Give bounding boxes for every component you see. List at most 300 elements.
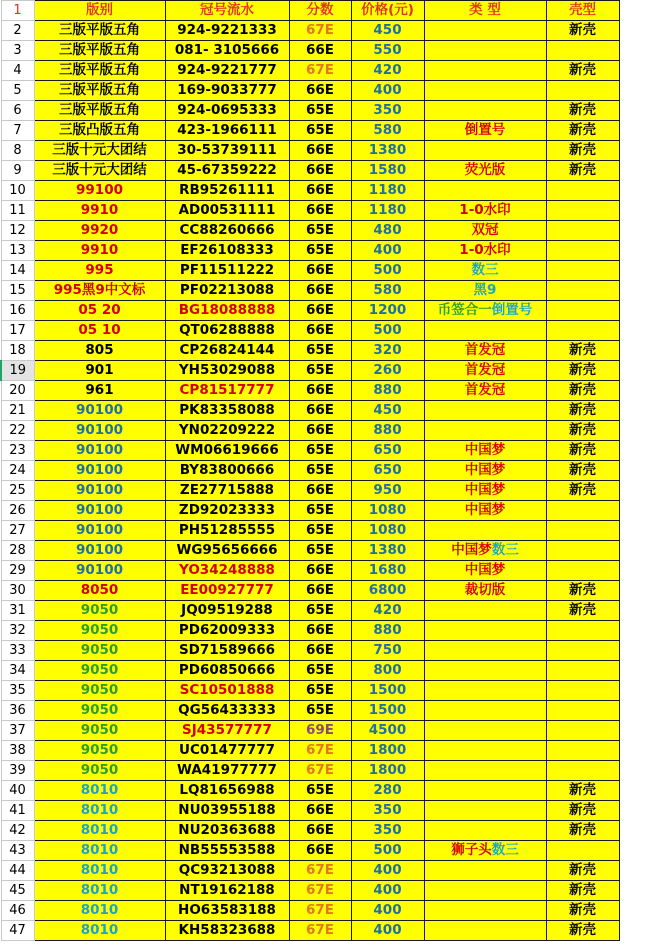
cell-version[interactable]: 90100: [34, 421, 165, 441]
cell-serial[interactable]: EE00927777: [165, 581, 289, 601]
cell-price[interactable]: 350: [351, 821, 424, 841]
row-number[interactable]: 27: [1, 521, 34, 541]
cell-version[interactable]: 961: [34, 381, 165, 401]
cell-shell[interactable]: [546, 521, 619, 541]
cell-type[interactable]: [424, 581, 546, 601]
cell-version[interactable]: 三版平版五角: [34, 41, 165, 61]
cell-price[interactable]: 500: [351, 841, 424, 861]
cell-shell[interactable]: 新壳: [546, 881, 619, 901]
cell-score[interactable]: 65E: [289, 121, 351, 141]
cell-version[interactable]: 805: [34, 341, 165, 361]
cell-score[interactable]: 66E: [289, 581, 351, 601]
cell-price[interactable]: 880: [351, 381, 424, 401]
row-number[interactable]: 22: [1, 421, 34, 441]
row-number[interactable]: 41: [1, 801, 34, 821]
cell-shell[interactable]: [546, 541, 619, 561]
cell-shell[interactable]: 新壳: [546, 381, 619, 401]
cell-serial[interactable]: QC93213088: [165, 861, 289, 881]
row-number[interactable]: 19: [1, 361, 34, 381]
cell-type[interactable]: [424, 501, 546, 521]
cell-shell[interactable]: [546, 501, 619, 521]
cell-price[interactable]: 260: [351, 361, 424, 381]
row-number[interactable]: 17: [1, 321, 34, 341]
row-number[interactable]: 42: [1, 821, 34, 841]
cell-shell[interactable]: [546, 41, 619, 61]
cell-version[interactable]: 9910: [34, 241, 165, 261]
cell-shell[interactable]: [546, 301, 619, 321]
cell-shell[interactable]: [546, 561, 619, 581]
cell-version[interactable]: 8010: [34, 881, 165, 901]
cell-price[interactable]: 400: [351, 861, 424, 881]
cell-shell[interactable]: [546, 761, 619, 781]
cell-price[interactable]: 750: [351, 641, 424, 661]
cell-version[interactable]: 8010: [34, 781, 165, 801]
cell-price[interactable]: 500: [351, 321, 424, 341]
cell-score[interactable]: 65E: [289, 221, 351, 241]
row-number[interactable]: 13: [1, 241, 34, 261]
cell-version[interactable]: 8010: [34, 921, 165, 941]
cell-serial[interactable]: YO34248888: [165, 561, 289, 581]
cell-score[interactable]: 66E: [289, 481, 351, 501]
header-version[interactable]: 版别: [34, 1, 165, 21]
cell-version[interactable]: 9050: [34, 621, 165, 641]
cell-price[interactable]: 400: [351, 881, 424, 901]
cell-type[interactable]: [424, 321, 546, 341]
cell-serial[interactable]: BG18088888: [165, 301, 289, 321]
cell-score[interactable]: 66E: [289, 281, 351, 301]
row-number[interactable]: 40: [1, 781, 34, 801]
cell-type[interactable]: [424, 921, 546, 941]
cell-version[interactable]: 9050: [34, 601, 165, 621]
cell-price[interactable]: 950: [351, 481, 424, 501]
cell-price[interactable]: 6800: [351, 581, 424, 601]
cell-type[interactable]: [424, 761, 546, 781]
row-number[interactable]: 32: [1, 621, 34, 641]
cell-version[interactable]: 8010: [34, 821, 165, 841]
cell-type[interactable]: [424, 821, 546, 841]
cell-price[interactable]: 880: [351, 421, 424, 441]
cell-score[interactable]: 66E: [289, 621, 351, 641]
cell-shell[interactable]: 新壳: [546, 421, 619, 441]
cell-serial[interactable]: QT06288888: [165, 321, 289, 341]
cell-serial[interactable]: 924-9221333: [165, 21, 289, 41]
cell-version[interactable]: 三版平版五角: [34, 81, 165, 101]
cell-score[interactable]: 67E: [289, 861, 351, 881]
cell-score[interactable]: 65E: [289, 521, 351, 541]
cell-shell[interactable]: 新壳: [546, 861, 619, 881]
cell-version[interactable]: 9910: [34, 201, 165, 221]
row-number[interactable]: 16: [1, 301, 34, 321]
cell-score[interactable]: 65E: [289, 341, 351, 361]
cell-price[interactable]: 4500: [351, 721, 424, 741]
cell-type[interactable]: [424, 601, 546, 621]
cell-price[interactable]: 350: [351, 101, 424, 121]
cell-version[interactable]: 90100: [34, 481, 165, 501]
cell-price[interactable]: 400: [351, 241, 424, 261]
row-number[interactable]: 43: [1, 841, 34, 861]
cell-serial[interactable]: YN02209222: [165, 421, 289, 441]
cell-type[interactable]: [424, 221, 546, 241]
cell-serial[interactable]: ZD92023333: [165, 501, 289, 521]
row-number[interactable]: 30: [1, 581, 34, 601]
cell-score[interactable]: 65E: [289, 441, 351, 461]
cell-score[interactable]: 66E: [289, 301, 351, 321]
cell-version[interactable]: 05 20: [34, 301, 165, 321]
cell-price[interactable]: 500: [351, 261, 424, 281]
cell-shell[interactable]: [546, 201, 619, 221]
cell-shell[interactable]: [546, 641, 619, 661]
cell-version[interactable]: 90100: [34, 401, 165, 421]
header-serial[interactable]: 冠号流水: [165, 1, 289, 21]
cell-price[interactable]: 480: [351, 221, 424, 241]
cell-shell[interactable]: [546, 261, 619, 281]
cell-serial[interactable]: SJ43577777: [165, 721, 289, 741]
cell-type[interactable]: [424, 181, 546, 201]
row-number[interactable]: 7: [1, 121, 34, 141]
cell-type[interactable]: [424, 201, 546, 221]
row-number[interactable]: 4: [1, 61, 34, 81]
cell-price[interactable]: 400: [351, 901, 424, 921]
cell-version[interactable]: 8010: [34, 841, 165, 861]
row-number[interactable]: 25: [1, 481, 34, 501]
row-number[interactable]: 24: [1, 461, 34, 481]
cell-price[interactable]: 800: [351, 661, 424, 681]
cell-price[interactable]: 580: [351, 281, 424, 301]
cell-shell[interactable]: [546, 81, 619, 101]
cell-type[interactable]: [424, 621, 546, 641]
cell-serial[interactable]: NU20363688: [165, 821, 289, 841]
row-number[interactable]: 33: [1, 641, 34, 661]
row-number[interactable]: 35: [1, 681, 34, 701]
cell-type[interactable]: [424, 881, 546, 901]
row-number[interactable]: 6: [1, 101, 34, 121]
cell-price[interactable]: 880: [351, 621, 424, 641]
cell-type[interactable]: [424, 541, 546, 561]
cell-shell[interactable]: [546, 741, 619, 761]
cell-score[interactable]: 66E: [289, 261, 351, 281]
cell-score[interactable]: 66E: [289, 201, 351, 221]
cell-type[interactable]: [424, 781, 546, 801]
cell-type[interactable]: [424, 421, 546, 441]
cell-serial[interactable]: LQ81656988: [165, 781, 289, 801]
cell-version[interactable]: 9050: [34, 681, 165, 701]
cell-version[interactable]: 8010: [34, 901, 165, 921]
cell-shell[interactable]: [546, 701, 619, 721]
cell-score[interactable]: 66E: [289, 801, 351, 821]
cell-score[interactable]: 65E: [289, 601, 351, 621]
cell-serial[interactable]: PD62009333: [165, 621, 289, 641]
row-number[interactable]: 12: [1, 221, 34, 241]
cell-type[interactable]: [424, 161, 546, 181]
row-number[interactable]: 10: [1, 181, 34, 201]
cell-price[interactable]: 420: [351, 601, 424, 621]
cell-score[interactable]: 65E: [289, 361, 351, 381]
cell-serial[interactable]: QG56433333: [165, 701, 289, 721]
cell-version[interactable]: 9050: [34, 661, 165, 681]
cell-version[interactable]: 9050: [34, 701, 165, 721]
cell-shell[interactable]: [546, 181, 619, 201]
row-number[interactable]: 14: [1, 261, 34, 281]
cell-shell[interactable]: [546, 681, 619, 701]
cell-price[interactable]: 320: [351, 341, 424, 361]
cell-type[interactable]: [424, 301, 546, 321]
row-number[interactable]: 3: [1, 41, 34, 61]
cell-shell[interactable]: 新壳: [546, 441, 619, 461]
cell-shell[interactable]: 新壳: [546, 161, 619, 181]
cell-version[interactable]: 90100: [34, 521, 165, 541]
cell-price[interactable]: 1680: [351, 561, 424, 581]
cell-version[interactable]: 三版平版五角: [34, 101, 165, 121]
row-number[interactable]: 2: [1, 21, 34, 41]
row-number[interactable]: 15: [1, 281, 34, 301]
cell-version[interactable]: 9050: [34, 641, 165, 661]
cell-score[interactable]: 66E: [289, 321, 351, 341]
cell-serial[interactable]: SC10501888: [165, 681, 289, 701]
cell-shell[interactable]: [546, 621, 619, 641]
row-number[interactable]: 23: [1, 441, 34, 461]
row-number[interactable]: 47: [1, 921, 34, 941]
cell-shell[interactable]: 新壳: [546, 921, 619, 941]
cell-version[interactable]: 90100: [34, 561, 165, 581]
cell-shell[interactable]: 新壳: [546, 601, 619, 621]
cell-type[interactable]: [424, 521, 546, 541]
cell-type[interactable]: [424, 401, 546, 421]
cell-serial[interactable]: WM06619666: [165, 441, 289, 461]
cell-type[interactable]: [424, 721, 546, 741]
cell-price[interactable]: 1080: [351, 521, 424, 541]
row-number[interactable]: 9: [1, 161, 34, 181]
cell-score[interactable]: 66E: [289, 41, 351, 61]
cell-type[interactable]: [424, 861, 546, 881]
cell-score[interactable]: 66E: [289, 141, 351, 161]
cell-version[interactable]: 三版十元大团结: [34, 161, 165, 181]
cell-shell[interactable]: [546, 321, 619, 341]
cell-serial[interactable]: BY83800666: [165, 461, 289, 481]
cell-type[interactable]: [424, 841, 546, 861]
cell-serial[interactable]: RB95261111: [165, 181, 289, 201]
cell-serial[interactable]: 45-67359222: [165, 161, 289, 181]
cell-score[interactable]: 67E: [289, 881, 351, 901]
cell-price[interactable]: 450: [351, 21, 424, 41]
row-number[interactable]: 11: [1, 201, 34, 221]
cell-serial[interactable]: YH53029088: [165, 361, 289, 381]
cell-type[interactable]: [424, 121, 546, 141]
cell-type[interactable]: [424, 661, 546, 681]
cell-version[interactable]: 三版平版五角: [34, 21, 165, 41]
cell-version[interactable]: 9050: [34, 741, 165, 761]
cell-type[interactable]: [424, 561, 546, 581]
header-shell[interactable]: 壳型: [546, 1, 619, 21]
cell-score[interactable]: 67E: [289, 21, 351, 41]
cell-price[interactable]: 1580: [351, 161, 424, 181]
cell-version[interactable]: 90100: [34, 441, 165, 461]
cell-score[interactable]: 66E: [289, 181, 351, 201]
cell-version[interactable]: 8010: [34, 861, 165, 881]
cell-type[interactable]: [424, 481, 546, 501]
row-number[interactable]: 5: [1, 81, 34, 101]
cell-type[interactable]: [424, 341, 546, 361]
cell-type[interactable]: [424, 681, 546, 701]
cell-serial[interactable]: NU03955188: [165, 801, 289, 821]
header-score[interactable]: 分数: [289, 1, 351, 21]
cell-shell[interactable]: 新壳: [546, 341, 619, 361]
cell-type[interactable]: [424, 241, 546, 261]
cell-shell[interactable]: 新壳: [546, 21, 619, 41]
row-number[interactable]: 45: [1, 881, 34, 901]
cell-version[interactable]: 995: [34, 261, 165, 281]
cell-shell[interactable]: 新壳: [546, 901, 619, 921]
row-number[interactable]: 39: [1, 761, 34, 781]
row-number[interactable]: 28: [1, 541, 34, 561]
cell-price[interactable]: 650: [351, 461, 424, 481]
cell-type[interactable]: [424, 41, 546, 61]
cell-price[interactable]: 400: [351, 81, 424, 101]
cell-serial[interactable]: EF26108333: [165, 241, 289, 261]
cell-serial[interactable]: SD71589666: [165, 641, 289, 661]
cell-type[interactable]: [424, 801, 546, 821]
cell-score[interactable]: 65E: [289, 701, 351, 721]
cell-serial[interactable]: PF11511222: [165, 261, 289, 281]
cell-shell[interactable]: [546, 281, 619, 301]
cell-score[interactable]: 66E: [289, 161, 351, 181]
cell-shell[interactable]: 新壳: [546, 821, 619, 841]
cell-shell[interactable]: 新壳: [546, 481, 619, 501]
cell-version[interactable]: 9050: [34, 761, 165, 781]
cell-version[interactable]: 9050: [34, 721, 165, 741]
cell-type[interactable]: [424, 901, 546, 921]
row-number[interactable]: 29: [1, 561, 34, 581]
cell-type[interactable]: [424, 61, 546, 81]
cell-price[interactable]: 1080: [351, 501, 424, 521]
cell-serial[interactable]: JQ09519288: [165, 601, 289, 621]
cell-shell[interactable]: [546, 721, 619, 741]
cell-score[interactable]: 65E: [289, 501, 351, 521]
row-number[interactable]: 36: [1, 701, 34, 721]
cell-serial[interactable]: PD60850666: [165, 661, 289, 681]
cell-shell[interactable]: [546, 221, 619, 241]
row-number[interactable]: 31: [1, 601, 34, 621]
cell-price[interactable]: 420: [351, 61, 424, 81]
cell-price[interactable]: 450: [351, 401, 424, 421]
cell-type[interactable]: [424, 21, 546, 41]
cell-serial[interactable]: 169-9033777: [165, 81, 289, 101]
cell-type[interactable]: [424, 701, 546, 721]
cell-version[interactable]: 三版平版五角: [34, 61, 165, 81]
cell-type[interactable]: [424, 741, 546, 761]
cell-serial[interactable]: ZE27715888: [165, 481, 289, 501]
cell-price[interactable]: 280: [351, 781, 424, 801]
cell-score[interactable]: 65E: [289, 101, 351, 121]
cell-price[interactable]: 1500: [351, 701, 424, 721]
header-price[interactable]: 价格(元): [351, 1, 424, 21]
cell-serial[interactable]: 423-1966111: [165, 121, 289, 141]
row-number[interactable]: 34: [1, 661, 34, 681]
cell-shell[interactable]: 新壳: [546, 781, 619, 801]
cell-type[interactable]: [424, 361, 546, 381]
cell-serial[interactable]: CC88260666: [165, 221, 289, 241]
cell-score[interactable]: 65E: [289, 661, 351, 681]
cell-version[interactable]: 三版十元大团结: [34, 141, 165, 161]
cell-serial[interactable]: UC01477777: [165, 741, 289, 761]
cell-serial[interactable]: PH51285555: [165, 521, 289, 541]
cell-score[interactable]: 69E: [289, 721, 351, 741]
cell-score[interactable]: 67E: [289, 61, 351, 81]
cell-score[interactable]: 65E: [289, 241, 351, 261]
cell-price[interactable]: 1800: [351, 741, 424, 761]
cell-price[interactable]: 550: [351, 41, 424, 61]
cell-shell[interactable]: [546, 661, 619, 681]
cell-score[interactable]: 66E: [289, 841, 351, 861]
cell-shell[interactable]: 新壳: [546, 461, 619, 481]
row-number[interactable]: 8: [1, 141, 34, 161]
cell-shell[interactable]: [546, 841, 619, 861]
cell-version[interactable]: 9920: [34, 221, 165, 241]
cell-price[interactable]: 1200: [351, 301, 424, 321]
cell-shell[interactable]: 新壳: [546, 581, 619, 601]
cell-type[interactable]: [424, 441, 546, 461]
row-number[interactable]: 20: [1, 381, 34, 401]
cell-version[interactable]: 901: [34, 361, 165, 381]
row-number[interactable]: 38: [1, 741, 34, 761]
cell-price[interactable]: 1500: [351, 681, 424, 701]
cell-price[interactable]: 1800: [351, 761, 424, 781]
cell-type[interactable]: [424, 461, 546, 481]
cell-score[interactable]: 66E: [289, 561, 351, 581]
cell-serial[interactable]: NB55553588: [165, 841, 289, 861]
cell-price[interactable]: 400: [351, 921, 424, 941]
row-number[interactable]: 46: [1, 901, 34, 921]
cell-shell[interactable]: 新壳: [546, 401, 619, 421]
cell-score[interactable]: 67E: [289, 921, 351, 941]
cell-score[interactable]: 66E: [289, 821, 351, 841]
row-number[interactable]: 37: [1, 721, 34, 741]
cell-type[interactable]: [424, 81, 546, 101]
cell-serial[interactable]: PK83358088: [165, 401, 289, 421]
cell-price[interactable]: 1180: [351, 201, 424, 221]
cell-score[interactable]: 66E: [289, 381, 351, 401]
cell-score[interactable]: 67E: [289, 901, 351, 921]
cell-score[interactable]: 65E: [289, 781, 351, 801]
cell-price[interactable]: 1380: [351, 541, 424, 561]
row-number[interactable]: 26: [1, 501, 34, 521]
cell-version[interactable]: 05 10: [34, 321, 165, 341]
cell-serial[interactable]: 30-53739111: [165, 141, 289, 161]
cell-shell[interactable]: 新壳: [546, 361, 619, 381]
cell-shell[interactable]: 新壳: [546, 801, 619, 821]
cell-type[interactable]: [424, 381, 546, 401]
cell-shell[interactable]: [546, 241, 619, 261]
cell-version[interactable]: 三版凸版五角: [34, 121, 165, 141]
cell-score[interactable]: 66E: [289, 641, 351, 661]
row-number[interactable]: 21: [1, 401, 34, 421]
cell-serial[interactable]: PF02213088: [165, 281, 289, 301]
cell-price[interactable]: 1180: [351, 181, 424, 201]
cell-score[interactable]: 65E: [289, 681, 351, 701]
cell-version[interactable]: 995黑9中文标: [34, 281, 165, 301]
cell-type[interactable]: [424, 281, 546, 301]
cell-version[interactable]: 90100: [34, 501, 165, 521]
cell-serial[interactable]: WG95656666: [165, 541, 289, 561]
cell-type[interactable]: [424, 261, 546, 281]
cell-score[interactable]: 67E: [289, 741, 351, 761]
cell-serial[interactable]: NT19162188: [165, 881, 289, 901]
cell-score[interactable]: 65E: [289, 541, 351, 561]
cell-version[interactable]: 8050: [34, 581, 165, 601]
cell-serial[interactable]: KH58323688: [165, 921, 289, 941]
cell-price[interactable]: 1380: [351, 141, 424, 161]
cell-serial[interactable]: CP26824144: [165, 341, 289, 361]
cell-score[interactable]: 66E: [289, 421, 351, 441]
